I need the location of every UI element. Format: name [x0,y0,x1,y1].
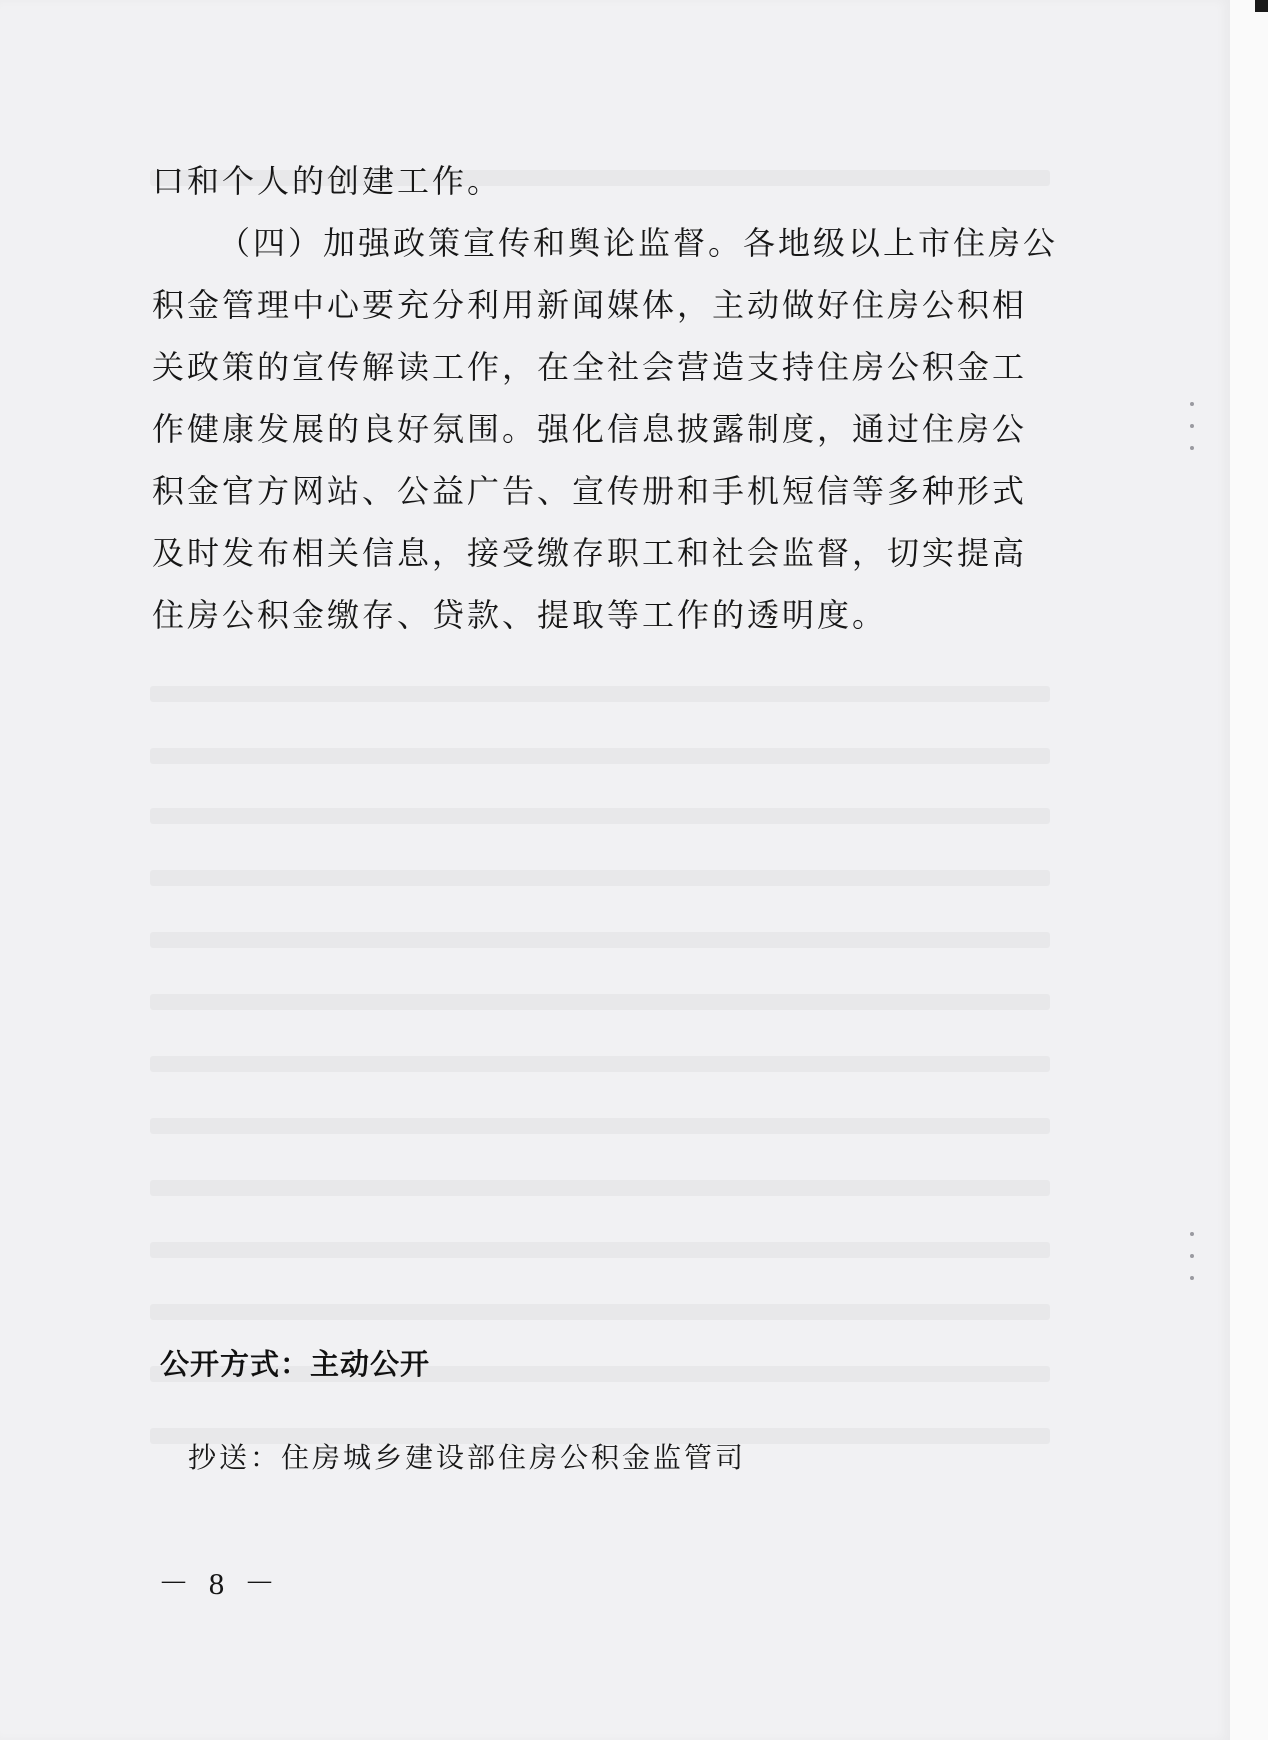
show-through-line [150,1056,1050,1072]
show-through-line [150,1118,1050,1134]
show-through-line [150,1180,1050,1196]
show-through-line [150,808,1050,824]
show-through-line [150,932,1050,948]
paragraph-continuation: 口和个人的创建工作。 [152,162,503,200]
scan-corner-mark [1255,0,1268,12]
show-through-line [150,870,1050,886]
cc-recipient: 抄送：住房城乡建设部住房公积金监管司 [188,1441,747,1474]
show-through-line [150,1242,1050,1258]
disclosure-method: 公开方式：主动公开 [160,1347,431,1381]
show-through-line [150,1304,1050,1320]
binding-hole-marks [1188,1232,1198,1298]
show-through-line [150,994,1050,1010]
show-through-line [150,748,1050,764]
paragraph-publicity-supervision: （四）加强政策宣传和舆论监督。各地级以上市住房公积金管理中心要充分利用新闻媒体，主动做好住房公积相关政策的宣传解读工作，在全社会营造支持住房公积金工作健康发展的良好氛围。强化信息披露制度，通过住房公积金官方网站、公益广告、宣传册和手机短信等多种形式及时发布相关信息，接受缴存职工和社会监督，切实提高住房公积金缴存、贷款、提取等工作的透明度。 [152,224,1059,634]
show-through-line [150,686,1050,702]
binding-hole-marks [1188,402,1198,468]
scan-margin [1230,0,1268,1740]
page-number: － 8 － [158,1566,281,1601]
body-text [152,150,1060,646]
